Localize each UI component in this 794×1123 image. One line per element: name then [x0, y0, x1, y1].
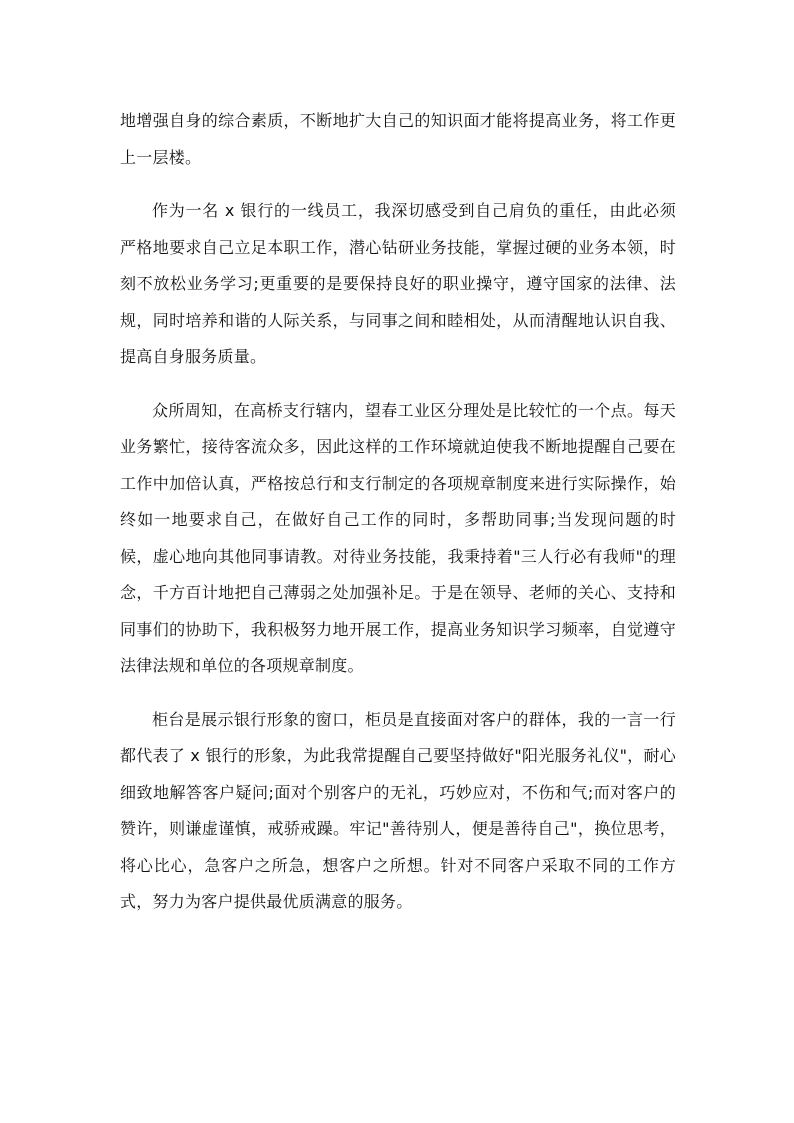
paragraph-responsibility: 作为一名 x 银行的一线员工，我深切感受到自己肩负的重任，由此必须严格地要求自己立足本职工作，潜心钻研业务技能，掌握过硬的业务本领，时刻不放松业务学习;更重要的是要保持良好的职业操守，遵守国家的法律、法规，同时培养和谐的人际关系，与同事之间和睦相处，从而清醒地认识自我、提高自身服务质量。	[120, 201, 676, 366]
paragraph-continuation: 地增强自身的综合素质，不断地扩大自己的知识面才能将提高业务，将工作更上一层楼。	[120, 111, 676, 167]
paragraph-work-environment: 众所周知，在高桥支行辖内，望春工业区分理处是比较忙的一个点。每天业务繁忙，接待客流众多，因此这样的工作环境就迫使我不断地提醒自己要在工作中加倍认真，严格按总行和支行制定的各项规章制度来进行实际操作，始终如一地要求自己，在做好自己工作的同时，多帮助同事;当发现问题的时候，虚心地向其他同事请教。对待业务技能，我秉持着"三人行必有我师"的理念，千方百计地把自己薄弱之处加强补足。于是在领导、老师的关心、支持和同事们的协助下，我积极努力地开展工作，提高业务知识学习频率，自觉遵守法律法规和单位的各项规章制度。	[120, 400, 676, 675]
paragraph-counter-service: 柜台是展示银行形象的窗口，柜员是直接面对客户的群体，我的一言一行都代表了 x 银行的形象，为此我常提醒自己要坚持做好"阳光服务礼仪"，耐心细致地解答客户疑问;面对个别客户的无礼，巧妙应对，不伤和气;而对客户的赞许，则谦虚谨慎，戒骄戒躁。牢记"善待别人，便是善待自己"，换位思考，将心比心，急客户之所急，想客户之所想。针对不同客户采取不同的工作方式，努力为客户提供最优质满意的服务。	[120, 709, 676, 911]
